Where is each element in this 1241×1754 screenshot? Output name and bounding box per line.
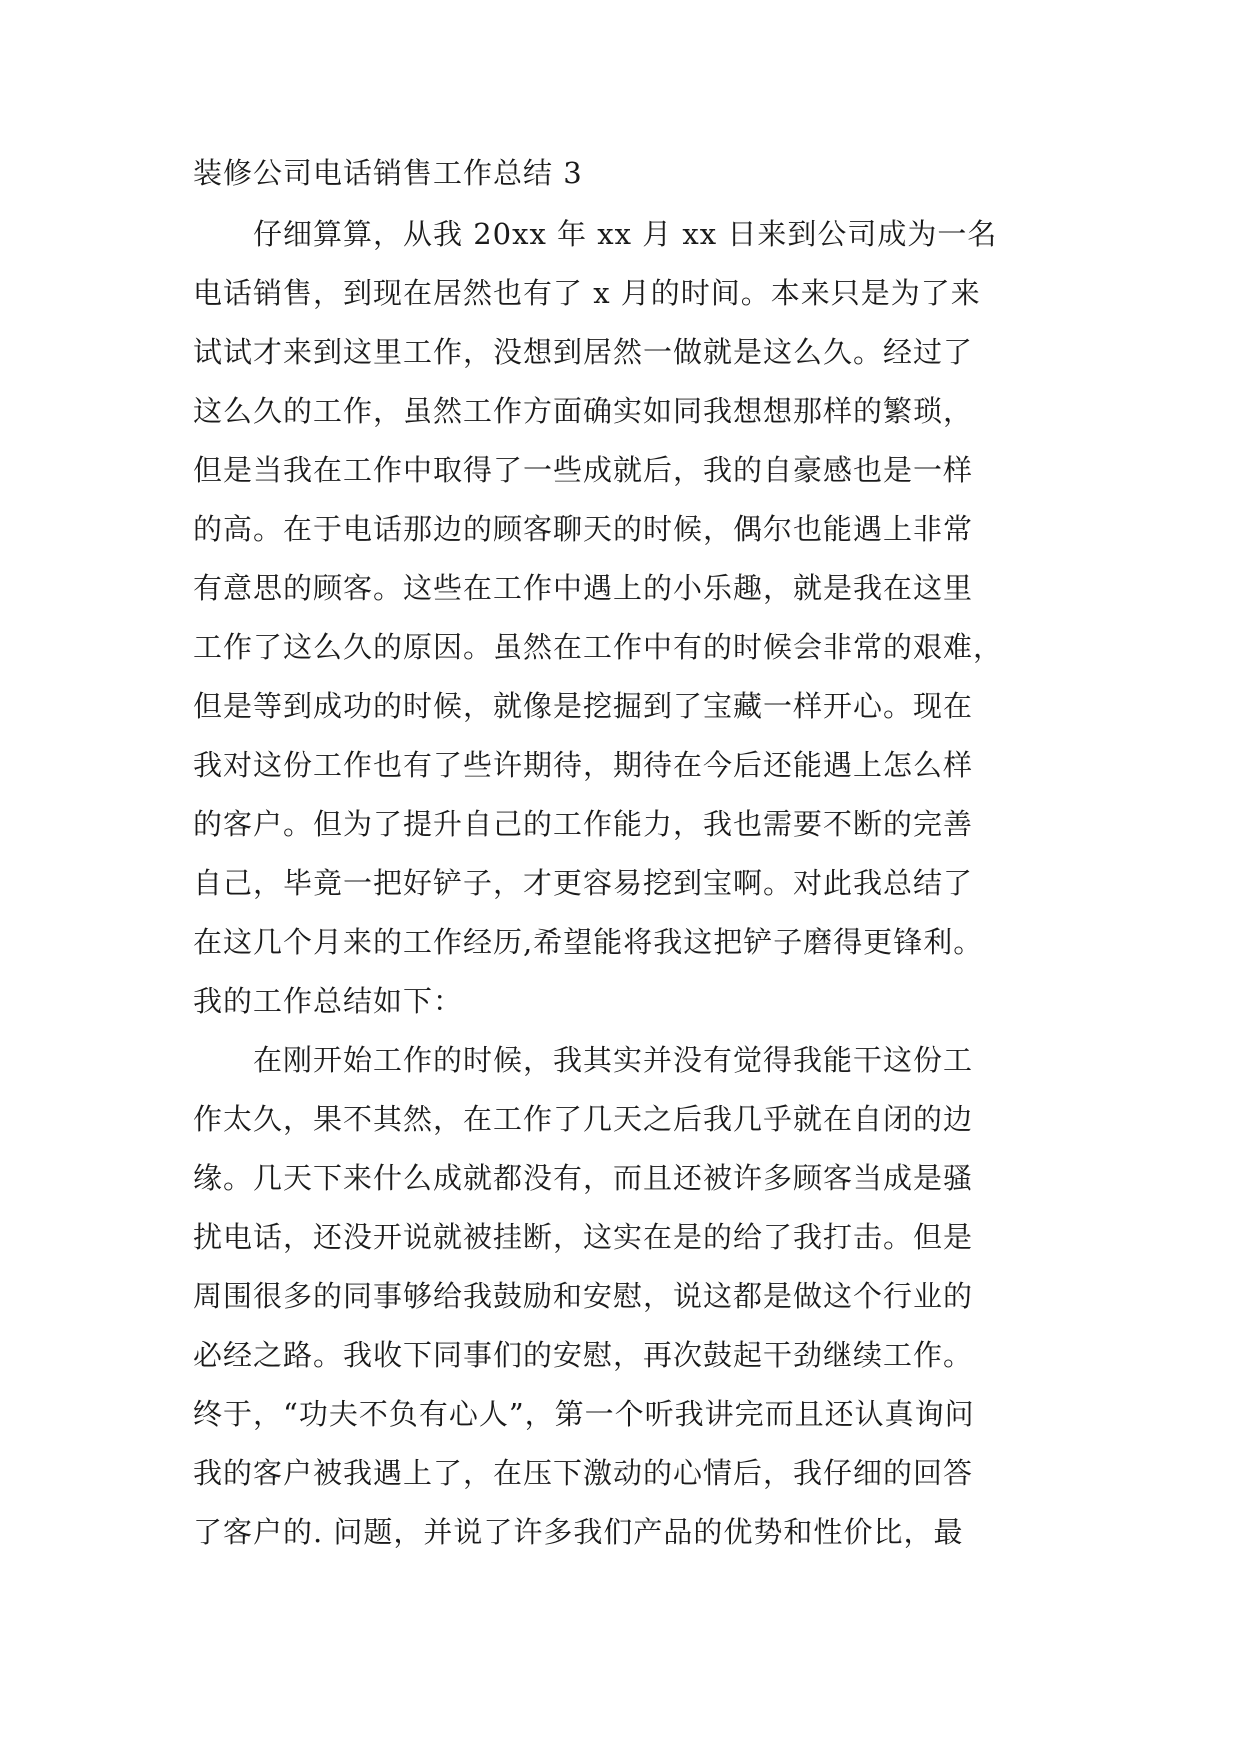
text-line: 我的客户被我遇上了，在压下激动的心情后，我仔细的回答	[193, 1456, 974, 1490]
text-line: 的客户。但为了提升自己的工作能力，我也需要不断的完善	[193, 807, 974, 841]
text-line: 但是等到成功的时候，就像是挖掘到了宝藏一样开心。现在	[193, 689, 974, 723]
text-line: 在这几个月来的工作经历,希望能将我这把铲子磨得更锋利。	[193, 925, 984, 959]
document-title: 装修公司电话销售工作总结 3	[193, 156, 583, 190]
text-line: 工作了这么久的原因。虽然在工作中有的时候会非常的艰难，	[193, 630, 1004, 664]
document-body	[193, 158, 1053, 1562]
text-line: 我的工作总结如下：	[193, 984, 464, 1018]
text-line: 电话销售，到现在居然也有了 x 月的时间。本来只是为了来	[193, 276, 981, 310]
text-line: 作太久，果不其然，在工作了几天之后我几乎就在自闭的边	[193, 1102, 974, 1136]
text-line: 试试才来到这里工作，没想到居然一做就是这么久。经过了	[193, 335, 974, 369]
text-line: 这么久的工作，虽然工作方面确实如同我想想那样的繁琐，	[193, 394, 974, 428]
text-line: 有意思的顾客。这些在工作中遇上的小乐趣，就是我在这里	[193, 571, 974, 605]
text-line: 但是当我在工作中取得了一些成就后，我的自豪感也是一样	[193, 453, 974, 487]
text-line: 自己，毕竟一把好铲子，才更容易挖到宝啊。对此我总结了	[193, 866, 974, 900]
text-line: 我对这份工作也有了些许期待，期待在今后还能遇上怎么样	[193, 748, 974, 782]
text-line: 了客户的. 问题，并说了许多我们产品的优势和性价比，最	[193, 1515, 964, 1549]
text-line: 缘。几天下来什么成就都没有，而且还被许多顾客当成是骚	[193, 1161, 974, 1195]
text-line: 扰电话，还没开说就被挂断，这实在是的给了我打击。但是	[193, 1220, 974, 1254]
text-line: 在刚开始工作的时候，我其实并没有觉得我能干这份工	[193, 1043, 974, 1077]
text-line: 终于，“功夫不负有心人”，第一个听我讲完而且还认真询问	[193, 1397, 975, 1431]
text-line: 必经之路。我收下同事们的安慰，再次鼓起干劲继续工作。	[193, 1338, 974, 1372]
text-line: 仔细算算，从我 20xx 年 xx 月 xx 日来到公司成为一名	[193, 217, 998, 251]
text-line: 周围很多的同事够给我鼓励和安慰，说这都是做这个行业的	[193, 1279, 974, 1313]
text-line: 的高。在于电话那边的顾客聊天的时候，偶尔也能遇上非常	[193, 512, 974, 546]
